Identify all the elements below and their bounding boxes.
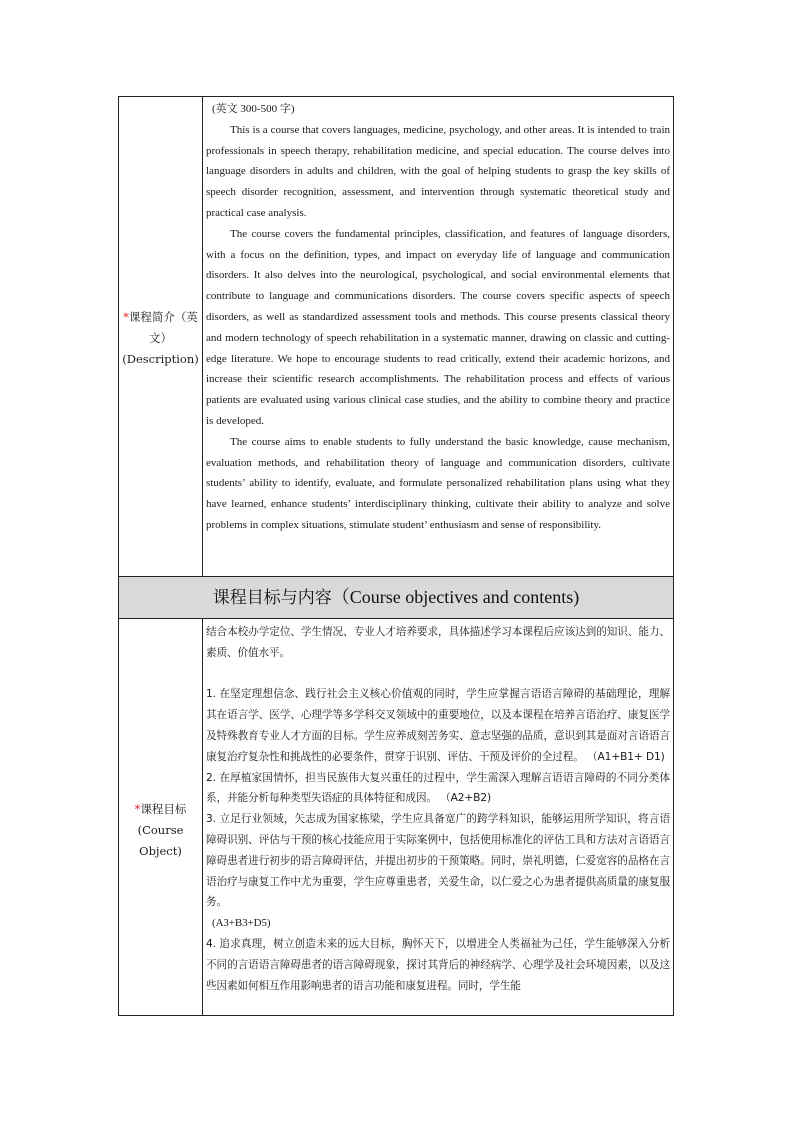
description-label: *课程简介（英 文） (Description) — [122, 310, 199, 366]
section-title-en: （Course objectives and contents) — [331, 587, 580, 607]
description-paragraph-2: The course covers the fundamental principles, classification, and features of language disorders, with a focus on the definition, types, and impact on everyday life of language and communication disorders. It also delves into the neurological, psychological, and social environmental elements that contribute to language and communications disorders. The course covers specific aspects of speech disorders, as well as standardized assessment tools and methods. This course presents classical theory and modern technology of speech rehabilitation in a systematic manner, drawing on classic and cutting-edge literature. We hope to encourage students to read critically, extend their academic horizons, and increase their scientific research accomplishments. The rehabilitation process and effects of various patients are evaluated using various clinical case studies, and the ability to combine theory and practice is developed. — [206, 227, 670, 427]
required-mark: * — [123, 310, 129, 324]
course-form-table — [118, 96, 674, 1016]
section-header — [119, 576, 673, 619]
objectives-content — [203, 622, 673, 996]
objective-item-3: 3. 立足行业领域，矢志成为国家栋梁，学生应具备宽广的跨学科知识，能够运用所学知识，将言语障碍识别、评估与干预的核心技能应用于实际案例中，包括使用标准化的评估工具和方法对言语语言障碍患者进行初步的语言障碍评估，并提出初步的干预策略。同时，崇礼明德，仁爱宽容的品格在言语治疗与康复工作中尤为重要，学生应尊重患者，关爱生命，以仁爱之心为患者提供高质量的康复服务。 — [206, 813, 670, 909]
length-hint: (英文 300-500 字) — [212, 103, 295, 115]
description-paragraph-3: The course aims to enable students to fully understand the basic knowledge, cause mechanism, evaluation methods, and rehabilitation theory of language and communication disorders, cultivate students’ ability to identify, evaluate, and formulate personalized rehabilitation plans using what they have learned, enhance students’ interdisciplinary thinking, cultivate their ability to analyze and solve problems in complex situations, stimulate student’ enthusiasm and sense of responsibility. — [206, 435, 670, 531]
objective-item-3-code: (A3+B3+D5) — [212, 917, 271, 930]
required-mark: * — [134, 802, 141, 816]
objectives-intro: 结合本校办学定位、学生情况、专业人才培养要求，具体描述学习本课程后应该达到的知识、能力、素质、价值水平。 — [206, 626, 670, 659]
objective-item-1: 1. 在坚定理想信念、践行社会主义核心价值观的同时，学生应掌握言语语言障碍的基础理论，理解其在语言学、医学、心理学等多学科交叉领域中的重要地位，以及本课程在培养言语治疗、康复医学及特殊教育专业人才方面的目标。学生应养成刻苦务实、意志坚强的品质，意识到其是面对言语语言康复治疗复杂性和挑战性的必要条件，贯穿于识别、评估、干预及评价的全过程。 （A1+B1+ D1) — [206, 688, 670, 763]
description-content — [203, 99, 673, 536]
objectives-label: *课程目标 (Course Object) — [134, 802, 187, 858]
objective-item-4: 4. 追求真理，树立创造未来的远大目标，胸怀天下，以增进全人类福祉为己任，学生能够深入分析不同的言语语言障碍患者的语言障碍现象，探讨其背后的神经病学、心理学及社会环境因素，以及这些因素如何相互作用影响患者的语言功能和康复进程。同时，学生能 — [206, 937, 670, 992]
description-paragraph-1: This is a course that covers languages, medicine, psychology, and other areas. It is intended to train professionals in speech therapy, rehabilitation medicine, and special education. The course delves into language disorders in adults and children, with the goal of helping students to grasp the key skills of speech disorder recognition, assessment, and intervention through systematic theoretical study and practical case analysis. — [206, 123, 670, 219]
objective-item-2: 2. 在厚植家国情怀，担当民族伟大复兴重任的过程中，学生需深入理解言语语言障碍的不同分类体系，并能分析每种类型失语症的具体特征和成因。 （A2+B2) — [206, 771, 670, 805]
section-title-zh: 课程目标与内容 — [212, 588, 332, 608]
